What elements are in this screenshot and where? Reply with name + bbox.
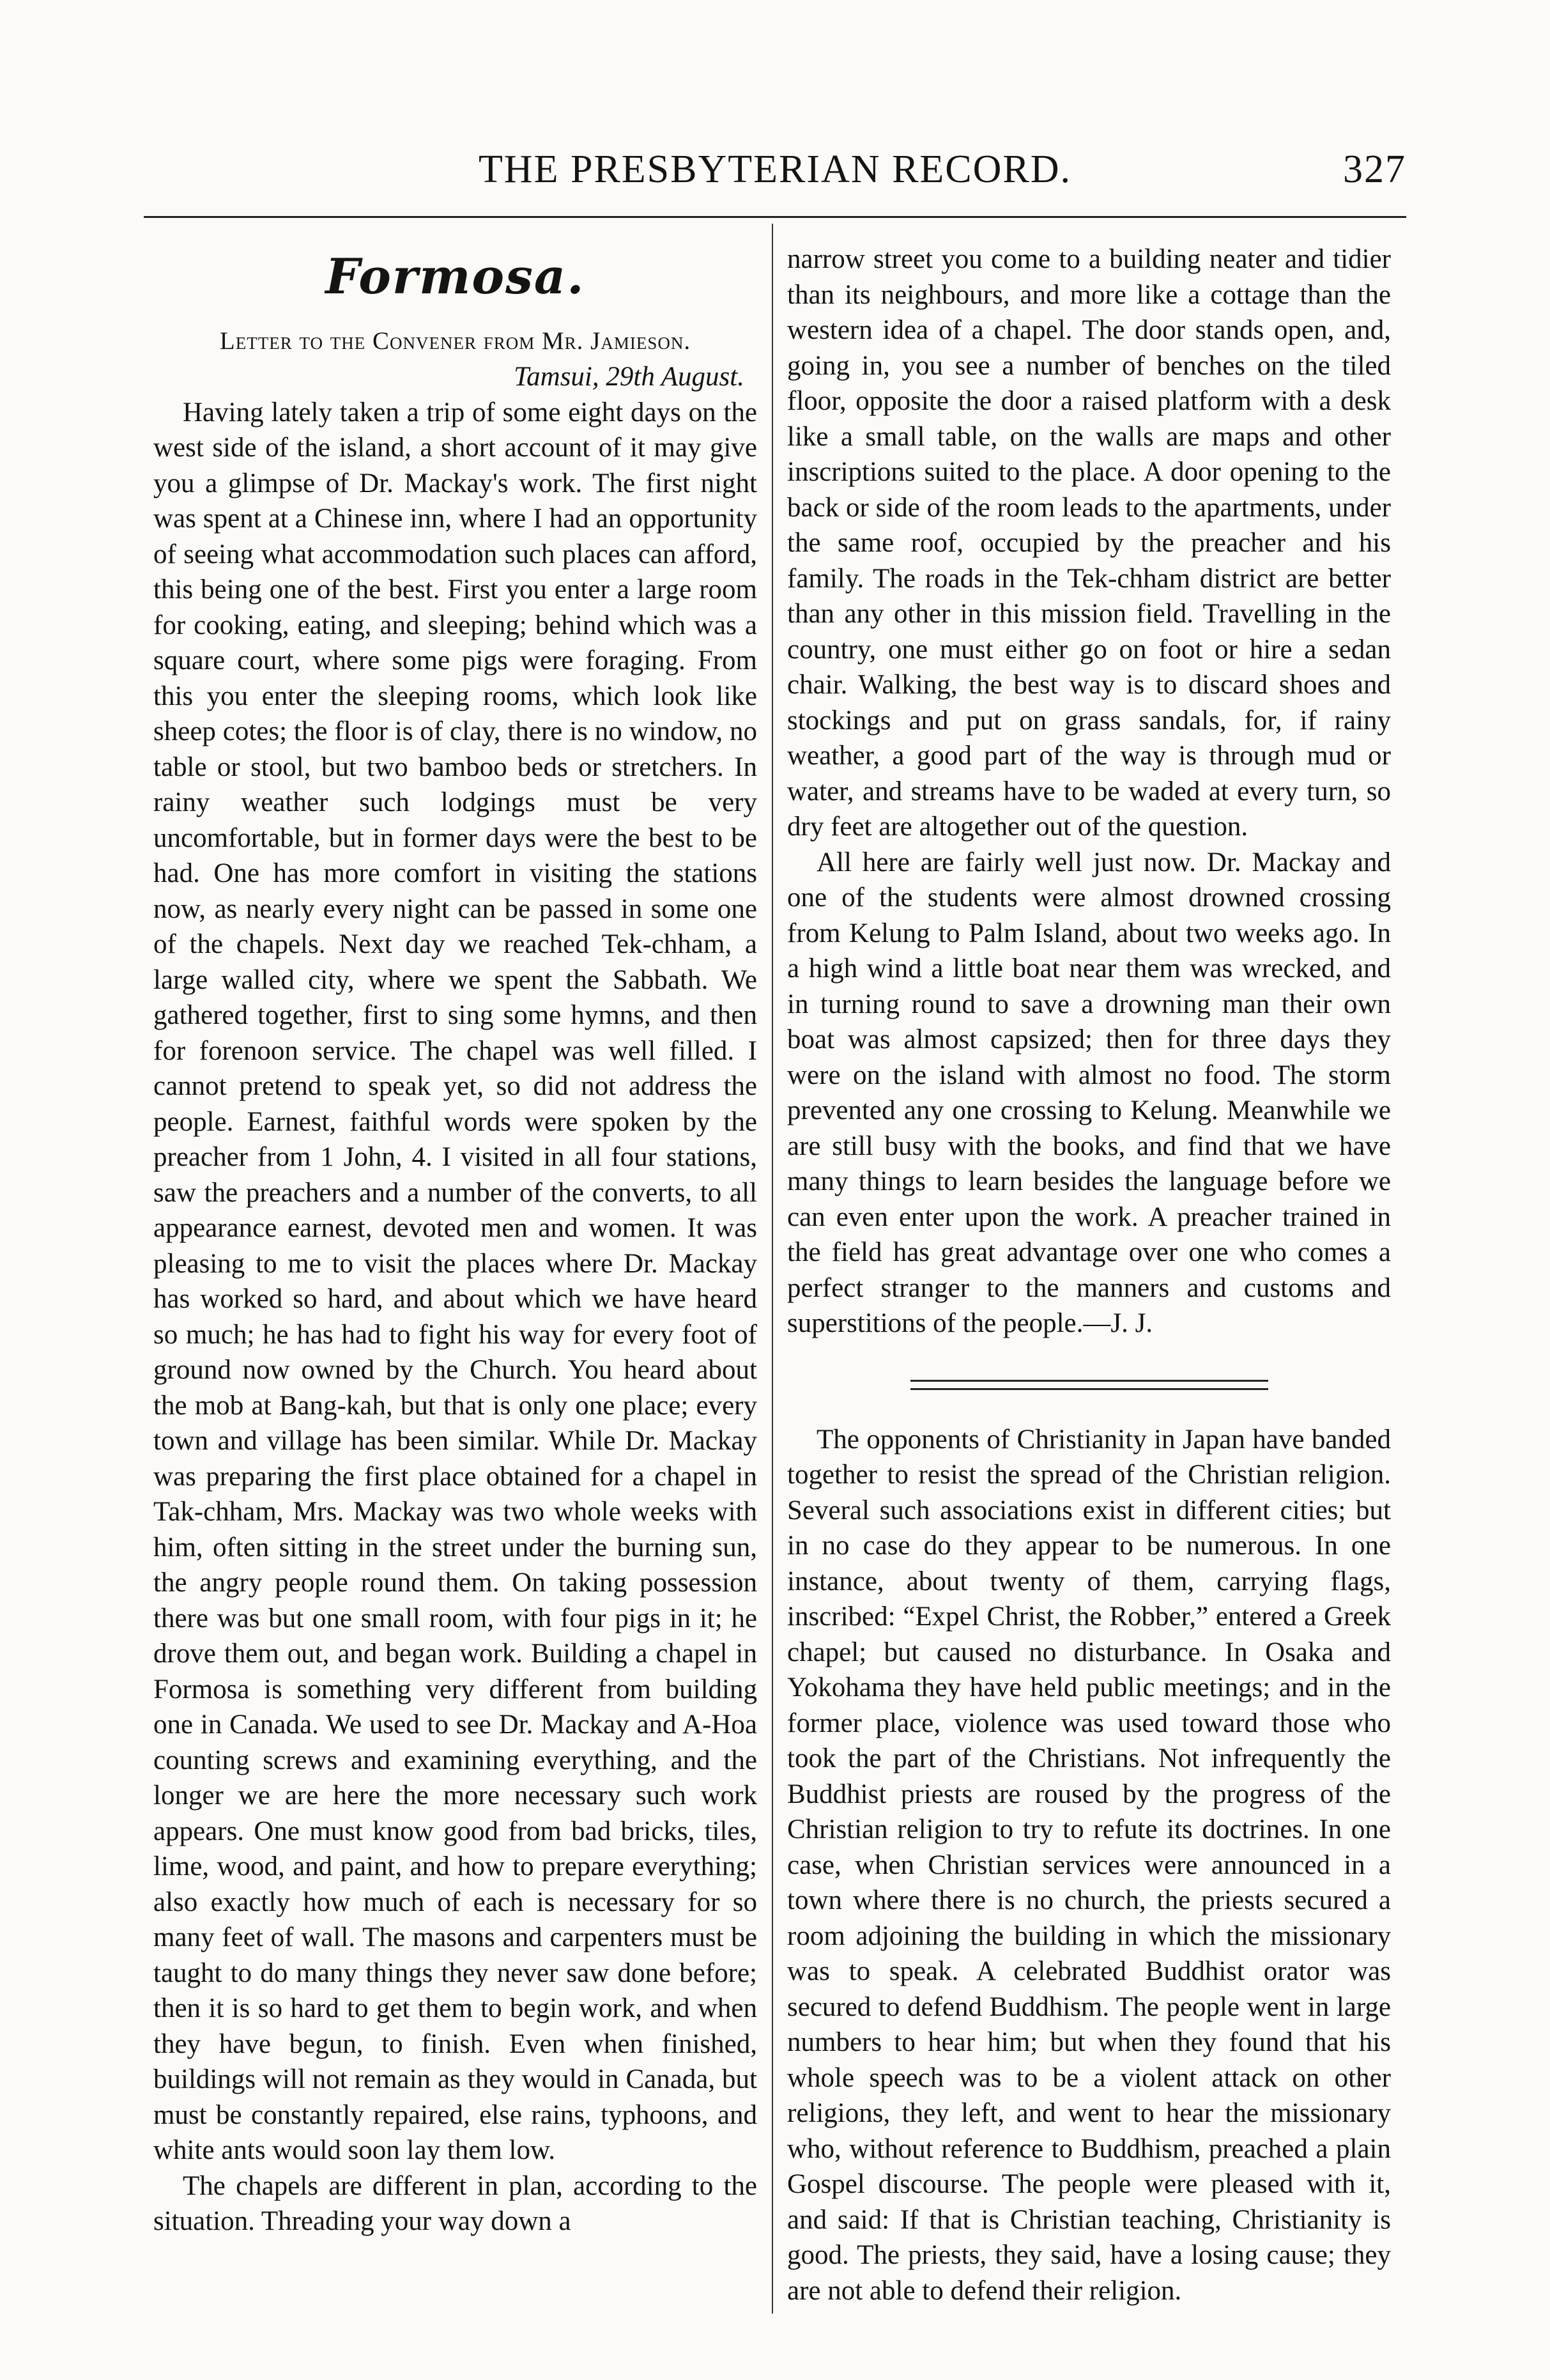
article-paragraph: The chapels are different in plan, according to the situation. Threading your way down a [153, 2170, 757, 2236]
article-paragraph: narrow street you come to a building neater and tidier than its neighbours, and more like a cottage than the western idea of a chapel. The door stands open, and, going in, you see a number of benches on the tiled floor, opposite the door a raised platform with a desk like a small table, on the walls are maps and other inscriptions suited to the place. A door opening to the back or side of the room leads to the apartments, under the same roof, occupied by the preacher and his family. The roads in the Tek-chham district are better than any other in this mission field. Travelling in the country, one must either go on foot or hire a sedan chair. Walking, the best way is to discard shoes and stockings and put on grass sandals, for, if rainy weather, a good part of the way is through mud or water, and streams have to be waded at every turn, so dry feet are altogether out of the question. [787, 244, 1391, 842]
section-divider [910, 1380, 1268, 1390]
header-rule [144, 216, 1406, 218]
article-paragraph [787, 845, 1391, 1341]
journal-title: THE PRESBYTERIAN RECORD. [478, 148, 1072, 191]
dateline: Tamsui, 29th August. [514, 362, 744, 392]
article-paragraph: The opponents of Christianity in Japan have banded together to resist the spread of the Christian religion. Several such associations exist in different cities; but in no case do they appear to be numerous. In one instance, about twenty of them, carrying flags, inscribed: “Expel Christ, the Robber,” entered a Greek chapel; but caused no disturbance. In Osaka and Yokohama they have held public meetings; and in the former place, violence was used toward those who took the part of the Christians. Not infrequently the Buddhist priests are roused by the progress of the Christian religion to try to refute its doctrines. In one case, when Christian services were announced in a town where there is no church, the priests secured a room adjoining the building in which the missionary was to speak. A celebrated Buddhist orator was secured to defend Buddhism. The people went in large numbers to hear him; but when they found that his whole speech was to be a violent attack on other religions, they left, and went to hear the missionary who, without reference to Buddhism, preached a plain Gospel discourse. The people were pleased with it, and said: If that is Christian teaching, Christianity is good. The priests, they said, have a losing cause; they are not able to defend their religion. [787, 1424, 1391, 2306]
page-number: 327 [1343, 148, 1406, 191]
article-paragraph: Having lately taken a trip of some eight days on the west side of the island, a short account of it may give you a glimpse of Dr. Mackay's work. The first night was spent at a Chinese inn, where I had an opportunity of seeing what accommodation such places can afford, this being one of the best. First you enter a large room for cooking, eating, and sleeping; behind which was a square court, where some pigs were foraging. From this you enter the sleeping rooms, which look like sheep cotes; the floor is of clay, there is no window, no table or stool, but two bamboo beds or stretchers. In rainy weather such lodgings must be very uncomfortable, but in former days were the best to be had. One has more comfort in visiting the stations now, as nearly every night can be passed in some one of the chapels. Next day we reached Tek-chham, a large walled city, where we spent the Sabbath. We gathered together, first to sing some hymns, and then for forenoon service. The chapel was well filled. I cannot pretend to speak yet, so did not address the people. Earnest, faithful words were spoken by the preacher from 1 John, 4. I visited in all four stations, saw the preachers and a number of the converts, to all appearance earnest, devoted men and women. It was pleasing to me to visit the places where Dr. Mackay has worked so hard, and about which we have heard so much; he has had to fight his way for every foot of ground now owned by the Church. You heard about the mob at Bang-kah, but that is only one place; every town and village has been similar. While Dr. Mackay was preparing the first place obtained for a chapel in Tak-chham, Mrs. Mackay was two whole weeks with him, often sitting in the street under the burning sun, the angry people round them. On taking possession there was but one small room, with four pigs in it; he drove them out, and began work. Building a chapel in Formosa is something very different from building one in Canada. We used to see Dr. Mackay and A-Hoa counting screws and examining everything, and the longer we are here the more necessary such work appears. One must know good from bad bricks, tiles, lime, wood, and paint, and how to prepare everything; also exactly how much of each is necessary for so many feet of wall. The masons and carpenters must be taught to do many things they never saw done before; then it is so hard to get them to begin work, and when they have begun, to finish. Even when finished, buildings will not remain as they would in Canada, but must be constantly repaired, else rains, typhoons, and white ants would soon lay them low. [153, 397, 757, 2165]
running-head [0, 147, 1550, 205]
left-column [153, 242, 757, 2319]
section-title: Formosa. [325, 248, 585, 305]
column-divider [772, 224, 773, 2314]
letter-heading: Letter to the Convener from Mr. Jamieson. [219, 327, 691, 355]
right-column [787, 242, 1391, 2319]
signoff: —J. J. [1083, 1308, 1153, 1338]
paragraph-text: All here are fairly well just now. Dr. Mackay and one of the students were almost drowned crossing from Kelung to Palm Island, about two weeks ago. In a high wind a little boat near them was wrecked, and in turning round to save a drowning man their own boat was almost capsized; then for three days they were on the island with almost no food. The storm prevented any one crossing to Kelung. Meanwhile we are still busy with the books, and find that we have many things to learn besides the language before we can even enter upon the work. A preacher trained in the field has great advantage over one who comes a perfect stranger to the manners and customs and superstitions of the people. [787, 847, 1391, 1338]
